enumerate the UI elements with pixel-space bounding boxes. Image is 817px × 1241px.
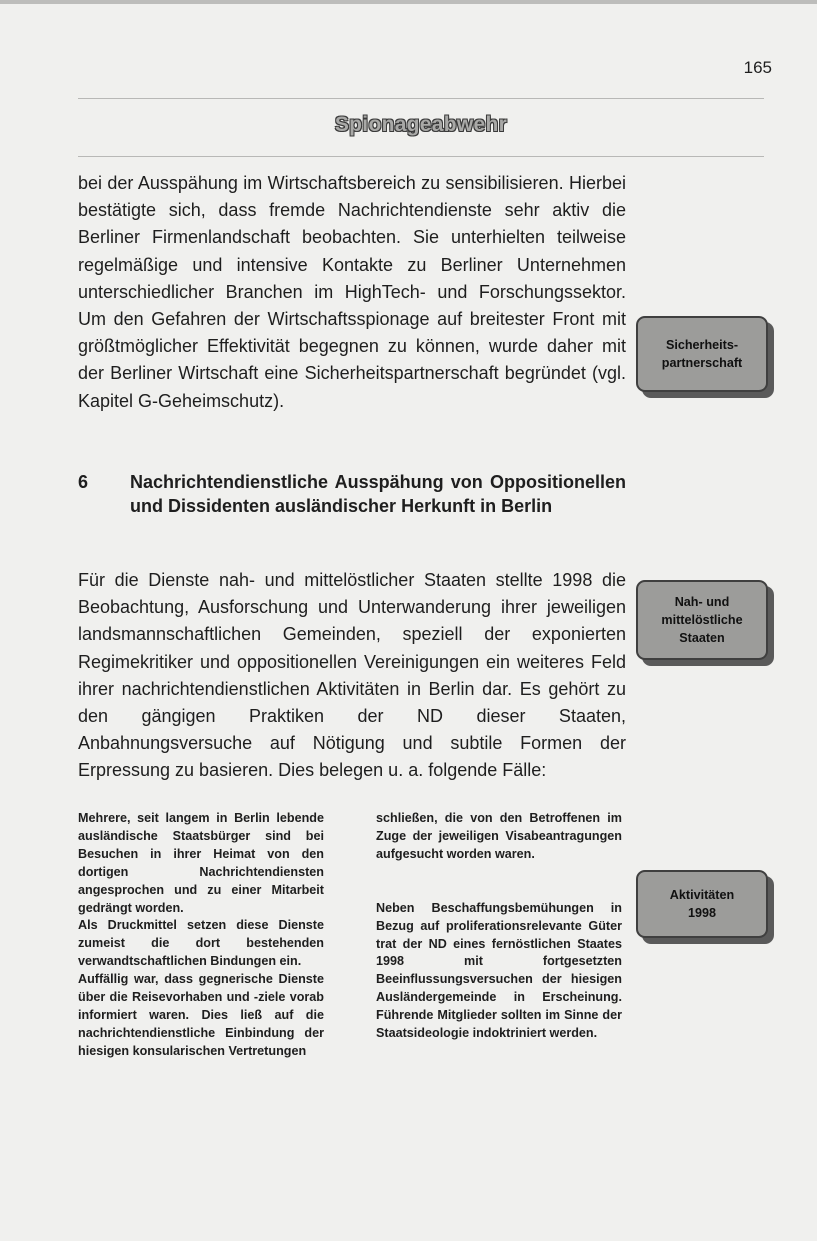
case-column-right [376,810,622,1043]
case-paragraph: Als Druckmittel setzen diese Dienste zumeist die dort bestehenden verwandtschaftlichen Bindungen ein. [78,918,324,969]
page-number: 165 [743,58,772,77]
header-rule-bottom [78,156,764,157]
margin-note-line: mittelöstliche [661,613,743,627]
page-top-edge [0,0,817,4]
case-paragraph: Auffällig war, dass gegnerische Dienste über die Reisevorhaben und -ziele vorab informiert waren. Dies ließ auf die nachrichtendienstliche Einbindung der hiesigen konsularischen Vertretungen [78,972,324,1058]
section-title: Nachrichtendienstliche Ausspähung von Oppositionellen und Dissidenten ausländischer Herkunft in Berlin [130,472,626,516]
margin-note-line: partnerschaft [661,356,743,370]
margin-note-nah-und-mitteloestliche-staaten [636,580,768,660]
case-paragraph: Neben Beschaffungsbemühungen in Bezug auf proliferationsrelevante Güter trat der ND eines fernöstlichen Staates 1998 mit fortgesetzten Beeinflussungsversuchen der hiesigen Ausländergemeinde in Erscheinung. Führende Mitglieder sollten im Sinne der Staatsideologie indoktriniert werden. [376,900,622,1041]
section-number: 6 [78,472,89,492]
margin-note-line: Staaten [679,631,725,645]
running-head: Spionageabwehr [334,113,508,136]
intro-paragraph: bei der Ausspähung im Wirtschaftsbereich zu sensibilisieren. Hierbei bestätigte sich, dass fremde Nachrichtendienste sehr aktiv die Berliner Firmenlandschaft beobachten. Sie unterhielten teilweise regelmäßige und intensive Kontakte zu Berliner Unternehmen unterschiedlicher Branchen im HighTech- und Forschungssektor. Um den Gefahren der Wirtschaftsspionage auf breitester Front mit größtmöglicher Effektivität begegnen zu können, wurde daher mit der Berliner Wirtschaft eine Sicherheitspartnerschaft begründet (vgl. Kapitel G-Geheimschutz). [78,173,626,411]
margin-note-line: Nah- und [674,595,730,609]
case-paragraph: Mehrere, seit langem in Berlin lebende ausländische Staatsbürger sind bei Besuchen in ihrer Heimat von den dortigen Nachrichtendiensten angesprochen und zu einer Mitarbeit gedrängt worden. [78,811,324,915]
case-column-left [78,810,324,1061]
margin-note-aktivitaeten-1998 [636,870,768,938]
margin-note-line: 1998 [687,906,716,920]
case-paragraph: schließen, die von den Betroffenen im Zuge der jeweiligen Visabeantragungen aufgesucht worden waren. [376,811,622,861]
margin-note-line: Aktivitäten [669,888,735,902]
margin-note-sicherheitspartnerschaft [636,316,768,392]
section-paragraph: Für die Dienste nah- und mittelöstlicher Staaten stellte 1998 die Beobachtung, Ausforschung und Unterwanderung ihrer jeweiligen landsmannschaftlichen Gemeinden, speziell der exponierten Regimekritiker und oppositionellen Vereinigungen ein weiteres Feld ihrer nachrichtendienstlichen Aktivitäten in Berlin dar. Es gehört zu den gängigen Praktiken der ND dieser Staaten, Anbahnungsversuche auf Nötigung und subtile Formen der Erpressung zu basieren. Dies belegen u. a. folgende Fälle: [78,570,626,781]
header-rule-top [78,98,764,99]
margin-note-line: Sicherheits- [665,338,739,352]
